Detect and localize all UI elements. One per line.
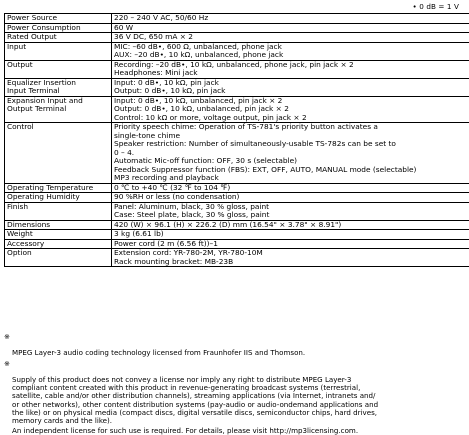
spec-row-control — [5, 123, 469, 184]
spec-row-weight — [5, 230, 469, 240]
spec-value: Extension cord: YR-780-2M, YR-780-10M Rack mounting bracket: MB-23B — [112, 249, 469, 267]
spec-label: Operating Temperature — [5, 183, 112, 193]
license-info: An independent license for such use is required. For details, please visit http://mp3licensing.com. — [4, 427, 466, 435]
spec-value: 420 (W) × 96.1 (H) × 226.2 (D) mm (16.54" × 3.78" × 8.91") — [112, 220, 469, 230]
spec-label: Power Source — [5, 14, 112, 24]
spec-label: Weight — [5, 230, 112, 240]
spec-row-dimensions — [5, 220, 469, 230]
spec-value: Recording: –20 dB•, 10 kΩ, unbalanced, phone jack, pin jack × 2 Headphones: Mini jack — [112, 60, 469, 78]
spec-label: Power Consumption — [5, 23, 112, 33]
spec-value: 3 kg (6.61 lb) — [112, 230, 469, 240]
spec-label: Control — [5, 123, 112, 184]
spec-value: Power cord (2 m (6.56 ft))–1 — [112, 239, 469, 249]
spec-row-accessory — [5, 239, 469, 249]
footnote-text: Supply of this product does not convey a license nor imply any right to distribute MPEG Layer-3 compliant content created with this product in revenue-generating broadcast systems (terrestrial, satellite, cable and/or other distribution channels), streaming applications (via Internet, intranets and/ or other networks), other content distribution systems (pay-audio or audio-ondemand applications and the like) or on physical media (compact discs, digital versatile discs, semiconductor chips, hard drives, memory cards and the like). — [12, 375, 378, 425]
spec-row-operating-temperature — [5, 183, 469, 193]
spec-row-power-source — [5, 14, 469, 24]
spec-value: Priority speech chime: Operation of TS-781's priority button activates a single-tone chime Speaker restriction: Number of simultaneously-usable TS-782s can be set to 0 – 4. Automatic Mic-off function: OFF, 30 s (selectable) Feedback Suppressor function (FBS): EXT, OFF, AUTO, MANUAL mode (selectable) MP3 recording and playback — [112, 123, 469, 184]
spec-value: 36 V DC, 650 mA × 2 — [112, 33, 469, 43]
spec-value: 60 W — [112, 23, 469, 33]
spec-value: Input: 0 dB•, 10 kΩ, pin jack Output: 0 dB•, 10 kΩ, pin jack — [112, 78, 469, 96]
spec-label: Finish — [5, 202, 112, 220]
specifications-table — [4, 13, 469, 267]
spec-value: Input: 0 dB•, 10 kΩ, unbalanced, pin jack × 2 Output: 0 dB•, 10 kΩ, unbalanced, pin jack × 2 Control: 10 kΩ or more, voltage output, pin jack × 2 — [112, 96, 469, 123]
spec-row-equalizer-insertion — [5, 78, 469, 96]
spec-row-power-consumption — [5, 23, 469, 33]
spec-value: 0 ℃ to +40 ℃ (32 ℉ to 104 ℉) — [112, 183, 469, 193]
spec-row-expansion-terminal — [5, 96, 469, 123]
spec-label: Accessory — [5, 239, 112, 249]
spec-label: Input — [5, 42, 112, 60]
spec-row-input — [5, 42, 469, 60]
spec-label: Output — [5, 60, 112, 78]
spec-label: Rated Output — [5, 33, 112, 43]
spec-value: Panel: Aluminum, black, 30 % gloss, paint Case: Steel plate, black, 30 % gloss, paint — [112, 202, 469, 220]
spec-row-output — [5, 60, 469, 78]
reference-level-note: • 0 dB = 1 V — [413, 2, 459, 11]
note-mark-icon: ※ — [4, 360, 10, 368]
spec-label: Option — [5, 249, 112, 267]
spec-row-rated-output — [5, 33, 469, 43]
spec-row-operating-humidity — [5, 193, 469, 203]
spec-label: Operating Humidity — [5, 193, 112, 203]
footnote-text: MPEG Layer-3 audio coding technology licensed from Fraunhofer IIS and Thomson. — [12, 348, 305, 357]
spec-label: Expansion Input and Output Terminal — [5, 96, 112, 123]
spec-value: 90 %RH or less (no condensation) — [112, 193, 469, 203]
spec-value: 220 – 240 V AC, 50/60 Hz — [112, 14, 469, 24]
specifications-body — [5, 14, 469, 267]
note-mark-icon: ※ — [4, 333, 10, 341]
spec-row-finish — [5, 202, 469, 220]
footnote-mpeg-license — [4, 333, 466, 358]
spec-label: Equalizer Insertion Input Terminal — [5, 78, 112, 96]
footnotes — [4, 333, 466, 435]
spec-value: MIC: –60 dB•, 600 Ω, unbalanced, phone jack AUX: –20 dB•, 10 kΩ, unbalanced, phone jack — [112, 42, 469, 60]
footnote-distribution-notice — [4, 360, 466, 426]
spec-label: Dimensions — [5, 220, 112, 230]
spec-row-option — [5, 249, 469, 267]
